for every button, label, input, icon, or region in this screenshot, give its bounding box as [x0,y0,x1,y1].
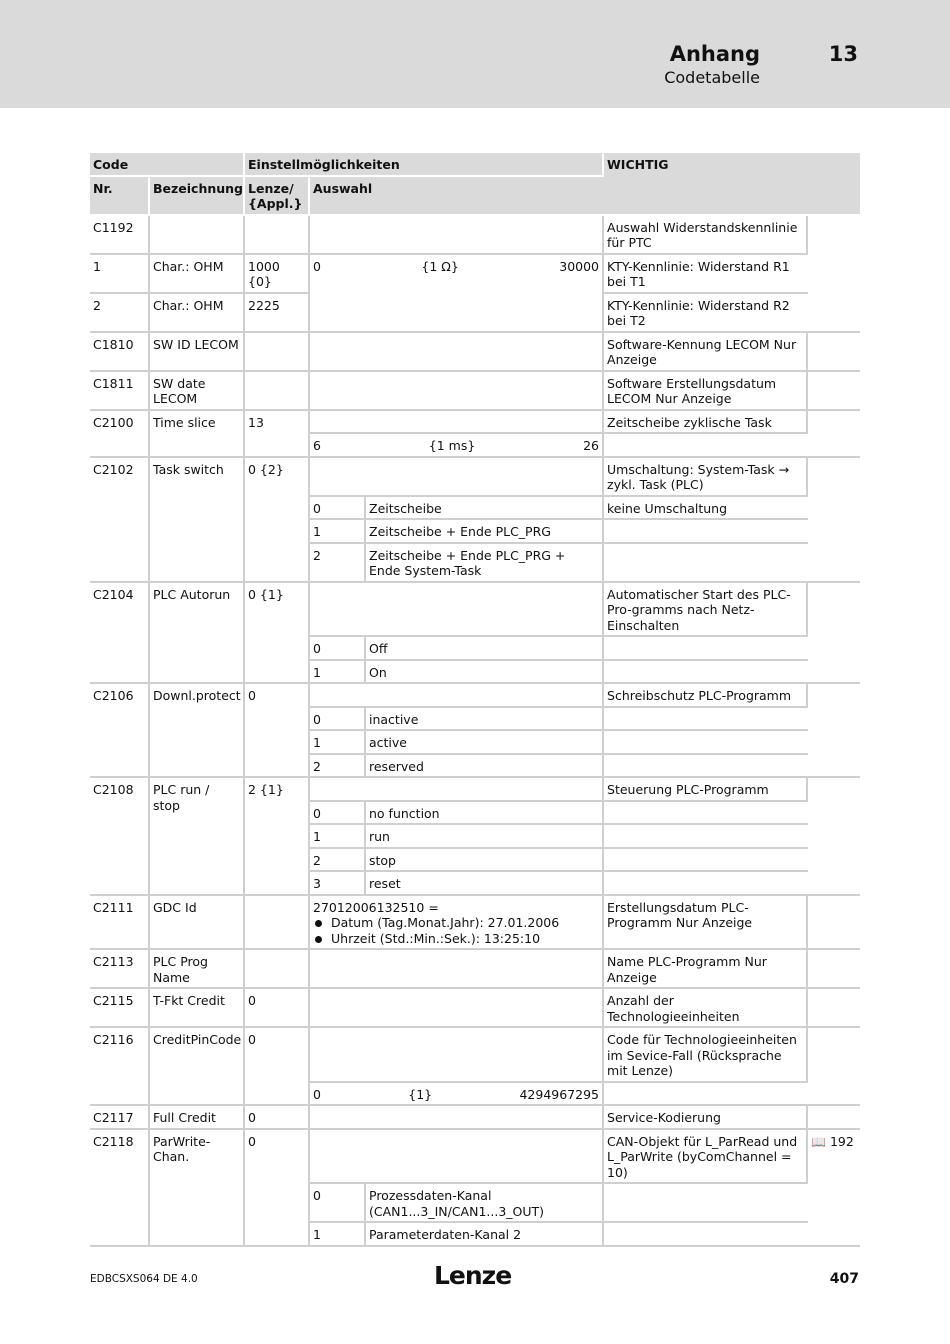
info-cell [604,1184,808,1223]
name-cell: Char.: OHM [150,255,245,294]
ref-cell [808,778,860,896]
document-id: EDBCSXS064 DE 4.0 [90,1273,198,1285]
name-cell: SW date LECOM [150,372,245,411]
code-cell: C1811 [90,372,150,411]
info-cell [604,661,808,685]
ref-cell [808,333,860,372]
range-step: {1 Ω} [421,258,459,274]
selection-cell [310,778,604,802]
lenze-cell: 0 {1} [245,583,310,685]
range-cell [310,434,604,458]
option-text: reserved [366,755,604,779]
info-cell [604,434,808,458]
name-cell: GDC Id [150,896,245,951]
table-row [90,950,860,989]
info-cell [604,802,808,826]
option-text: run [366,825,604,849]
info-cell: Zeitscheibe zyklische Task [604,411,808,435]
selection-cell [310,1028,604,1083]
table-row [90,1028,860,1083]
info-cell: Anzahl der Technologieeinheiten [604,989,808,1028]
option-value: 2 [310,849,366,873]
lenze-logo: Lenze [434,1261,512,1290]
option-value: 0 [310,1184,366,1223]
range-max: 26 [583,438,600,453]
head-settings: Einstellmöglichkeiten [245,153,604,177]
info-cell [604,708,808,732]
ref-cell [808,583,860,685]
option-value: 1 [310,731,366,755]
code-cell: C2100 [90,411,150,458]
code-cell: C1192 [90,216,150,255]
code-cell: C2102 [90,458,150,583]
ref-cell [808,411,860,458]
lenze-cell: 0 [245,684,310,778]
table-row [90,896,860,951]
info-cell: Software-Kennung LECOM Nur Anzeige [604,333,808,372]
ref-cell [808,1028,860,1106]
selection-cell [310,583,604,638]
info-cell: CAN-Objekt für L_ParRead und L_ParWrite (byComChannel = 10) [604,1130,808,1185]
name-cell [150,216,245,255]
info-cell: Umschaltung: System-Task → zykl. Task (PLC) [604,458,808,497]
info-cell [604,755,808,779]
info-cell [604,731,808,755]
page-reference[interactable]: 192 [829,1133,854,1149]
info-cell: Name PLC-Programm Nur Anzeige [604,950,808,989]
ref-cell [808,372,860,411]
selection-cell [310,216,604,255]
lenze-cell [245,216,310,255]
page-number: 407 [829,1271,859,1287]
selection-cell [310,1106,604,1130]
info-cell [604,544,808,583]
table-row [90,583,860,638]
range-min: 0 [313,258,321,274]
table-row [90,1130,860,1185]
ref-cell [808,989,860,1028]
info-cell: keine Umschaltung [604,497,808,521]
selection-cell [310,684,604,708]
lenze-cell: 0 [245,1028,310,1106]
info-cell [604,825,808,849]
lenze-cell [245,372,310,411]
ref-cell [808,458,860,583]
head-selection: Auswahl [310,177,604,216]
head-lenze: Lenze/ {Appl.} [245,177,310,216]
info-cell [604,520,808,544]
gdc-time-bullet: Uhrzeit (Std.:Min.:Sek.): 13:25:10 [313,931,599,947]
option-text: Prozessdaten-Kanal (CAN1...3_IN/CAN1...3_OUT) [366,1184,604,1223]
option-value: 0 [310,497,366,521]
info-cell: Software Erstellungsdatum LECOM Nur Anzeige [604,372,808,411]
table-row [90,778,860,802]
code-table [90,153,860,1247]
name-cell: PLC run / stop [150,778,245,896]
option-text: Zeitscheibe [366,497,604,521]
option-text: stop [366,849,604,873]
option-text: Off [366,637,604,661]
table-row [90,411,860,435]
lenze-cell: 13 [245,411,310,458]
option-text: inactive [366,708,604,732]
table-row [90,458,860,497]
head-important: WICHTIG [604,153,860,216]
name-cell: ParWrite-Chan. [150,1130,245,1247]
option-text: On [366,661,604,685]
name-cell: Char.: OHM [150,294,245,333]
table-row [90,989,860,1028]
code-cell: C2106 [90,684,150,778]
header-band [0,0,950,108]
name-cell: Task switch [150,458,245,583]
table-row [90,372,860,411]
info-cell [604,1083,808,1107]
info-cell [604,637,808,661]
name-cell: PLC Autorun [150,583,245,685]
option-value: 0 [310,708,366,732]
range-cell [310,255,604,333]
lenze-cell [245,333,310,372]
range-min: 0 [313,1086,321,1102]
lenze-cell: 0 {2} [245,458,310,583]
ref-cell [808,684,860,778]
head-designation: Bezeichnung [150,177,245,216]
lenze-cell [245,896,310,951]
selection-cell [310,372,604,411]
name-cell: Time slice [150,411,245,458]
selection-cell [310,1130,604,1185]
info-cell: Auswahl Widerstandskennlinie für PTC [604,216,808,255]
code-cell: C2116 [90,1028,150,1106]
name-cell: PLC Prog Name [150,950,245,989]
selection-cell [310,458,604,497]
code-cell: C2108 [90,778,150,896]
range-step: {1 ms} [428,438,476,453]
code-cell: C1810 [90,333,150,372]
range-max: 4294967295 [519,1086,599,1102]
option-text: Parameterdaten-Kanal 2 [366,1223,604,1247]
option-value: 2 [310,755,366,779]
selection-cell [310,896,604,951]
option-value: 1 [310,1223,366,1247]
name-cell: Downl.protect [150,684,245,778]
option-text: active [366,731,604,755]
ref-cell [808,950,860,989]
ref-cell[interactable] [808,1130,860,1247]
lenze-cell: 0 [245,989,310,1028]
lenze-cell: 0 [245,1130,310,1247]
selection-cell [310,411,604,435]
info-cell [604,872,808,896]
option-value: 0 [310,802,366,826]
info-cell: KTY-Kennlinie: Widerstand R2 bei T2 [604,294,808,333]
info-cell: Schreibschutz PLC-Programm [604,684,808,708]
code-cell: C2117 [90,1106,150,1130]
option-text: Zeitscheibe + Ende PLC_PRG [366,520,604,544]
range-max: 30000 [559,258,600,274]
lenze-cell: 1000 {0} [245,255,310,294]
code-cell: C2115 [90,989,150,1028]
option-value: 1 [310,661,366,685]
table-row [90,216,860,255]
option-text: no function [366,802,604,826]
name-cell: T-Fkt Credit [150,989,245,1028]
code-cell: C2118 [90,1130,150,1247]
table-row [90,684,860,708]
code-cell: C2111 [90,896,150,951]
info-cell: Steuerung PLC-Programm [604,778,808,802]
code-cell: C2113 [90,950,150,989]
gdc-value: 27012006132510 = [313,899,439,915]
option-value: 3 [310,872,366,896]
chapter-title: Anhang [669,42,760,66]
chapter-number: 13 [828,42,858,66]
info-cell: Service-Kodierung [604,1106,808,1130]
lenze-cell [245,950,310,989]
table-row [90,1106,860,1130]
option-value: 1 [310,825,366,849]
option-text: reset [366,872,604,896]
info-cell [604,849,808,873]
selection-cell [310,989,604,1028]
option-text: Zeitscheibe + Ende PLC_PRG + Ende System-Task [366,544,604,583]
code-cell: C2104 [90,583,150,685]
range-cell [310,1083,604,1107]
selection-cell [310,950,604,989]
range-step: {1} [408,1086,433,1102]
name-cell: SW ID LECOM [150,333,245,372]
ref-cell [808,216,860,333]
range-min: 6 [313,438,321,453]
lenze-cell: 0 [245,1106,310,1130]
section-title: Codetabelle [664,68,760,87]
info-cell [604,1223,808,1247]
name-cell: CreditPinCode [150,1028,245,1106]
gdc-date-bullet: Datum (Tag.Monat.Jahr): 27.01.2006 [313,915,599,931]
subcode-nr: 1 [90,255,150,294]
subcode-nr: 2 [90,294,150,333]
option-value: 1 [310,520,366,544]
lenze-cell: 2 {1} [245,778,310,896]
book-icon: 📖 [811,1134,826,1149]
head-code: Code [90,153,245,177]
table-row [90,333,860,372]
info-cell: KTY-Kennlinie: Widerstand R1 bei T1 [604,255,808,294]
info-cell: Automatischer Start des PLC-Pro-gramms nach Netz-Einschalten [604,583,808,638]
table-row [90,255,860,294]
info-cell: Code für Technologieeinheiten im Sevice-Fall (Rücksprache mit Lenze) [604,1028,808,1083]
option-value: 2 [310,544,366,583]
head-nr: Nr. [90,177,150,216]
option-value: 0 [310,637,366,661]
lenze-cell: 2225 [245,294,310,333]
ref-cell [808,1106,860,1130]
selection-cell [310,333,604,372]
ref-cell [808,896,860,951]
info-cell: Erstellungsdatum PLC-Programm Nur Anzeige [604,896,808,951]
table-head-row [90,153,860,177]
name-cell: Full Credit [150,1106,245,1130]
